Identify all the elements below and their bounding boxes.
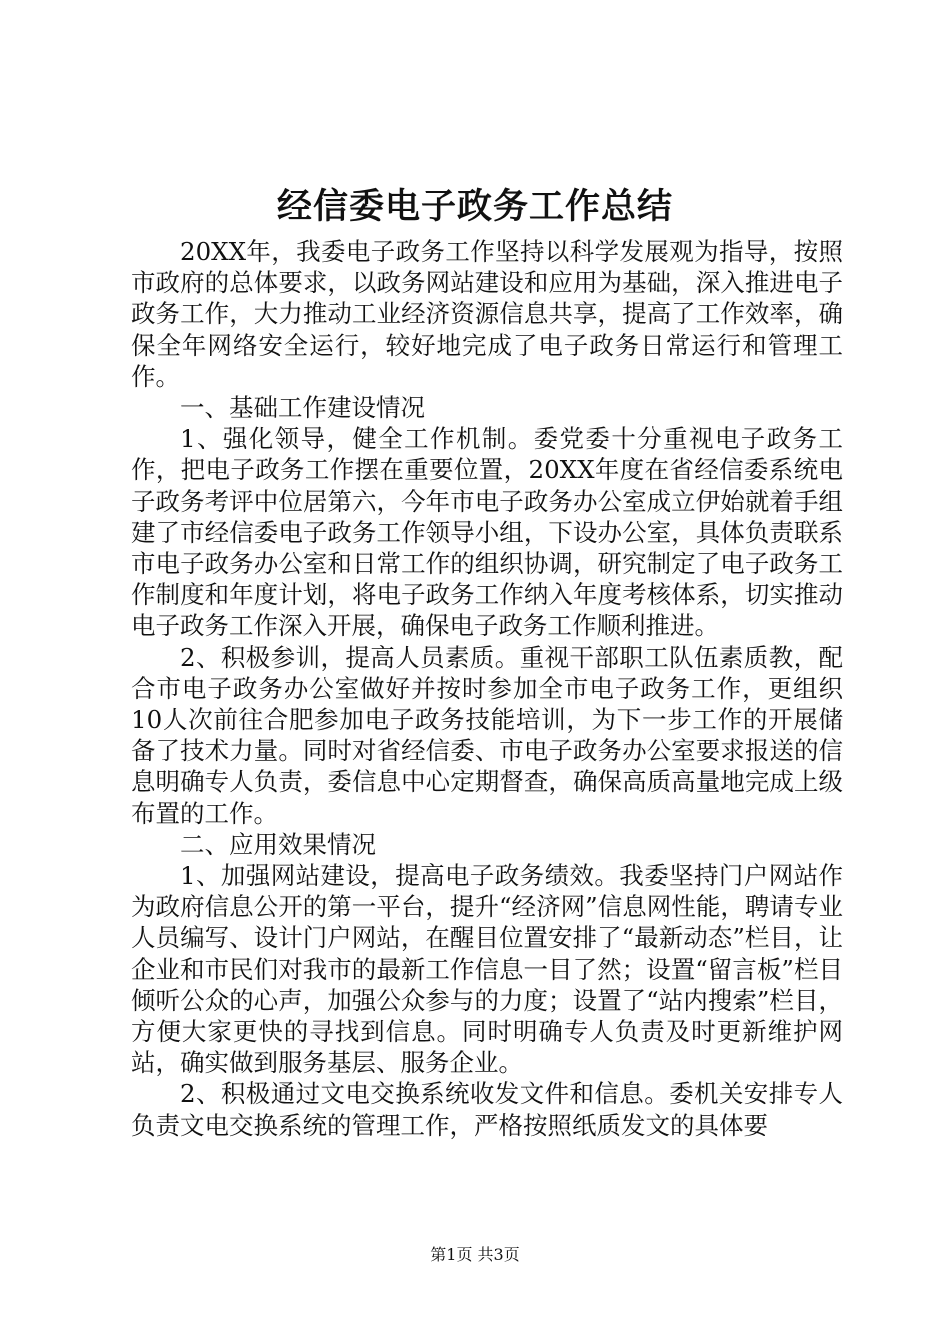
paragraph-2-2: 2、积极通过文电交换系统收发文件和信息。委机关安排专人负责文电交换系统的管理工作，严格按照纸质发文的具体要: [131, 1079, 843, 1140]
paragraph-intro: 20XX年，我委电子政务工作坚持以科学发展观为指导，按照市政府的总体要求，以政务网站建设和应用为基础，深入推进电子政务工作，大力推动工业经济资源信息共享，提高了工作效率，确保全年网络安全运行，较好地完成了电子政务日常运行和管理工作。: [131, 237, 843, 391]
section-heading-1: 一、基础工作建设情况: [180, 393, 425, 423]
paragraph-1-1: 1、强化领导，健全工作机制。委党委十分重视电子政务工作，把电子政务工作摆在重要位置，20XX年度在省经信委系统电子政务考评中位居第六，今年市电子政务办公室成立伊始就着手组建了市经信委电子政务工作领导小组，下设办公室，具体负责联系市电子政务办公室和日常工作的组织协调，研究制定了电子政务工作制度和年度计划，将电子政务工作纳入年度考核体系，切实推动电子政务工作深入开展，确保电子政务工作顺利推进。: [131, 424, 843, 641]
page-footer: 第1页 共3页: [430, 1245, 520, 1264]
paragraph-2-1: 1、加强网站建设，提高电子政务绩效。我委坚持门户网站作为政府信息公开的第一平台，提升“经济网”信息网性能，聘请专业人员编写、设计门户网站，在醒目位置安排了“最新动态”栏目，让企业和市民们对我市的最新工作信息一目了然；设置“留言板”栏目倾听公众的心声，加强公众参与的力度；设置了“站内搜索”栏目，方便大家更快的寻找到信息。同时明确专人负责及时更新维护网站，确实做到服务基层、服务企业。: [131, 861, 843, 1078]
document-title: 经信委电子政务工作总结: [276, 186, 673, 227]
section-heading-2: 二、应用效果情况: [180, 829, 376, 859]
paragraph-1-2: 2、积极参训，提高人员素质。重视干部职工队伍素质教，配合市电子政务办公室做好并按时参加全市电子政务工作，更组织10人次前往合肥参加电子政务技能培训，为下一步工作的开展储备了技术力量。同时对省经信委、市电子政务办公室要求报送的信息明确专人负责，委信息中心定期督查，确保高质高量地完成上级布置的工作。: [131, 642, 843, 828]
document-body: [131, 236, 843, 1141]
